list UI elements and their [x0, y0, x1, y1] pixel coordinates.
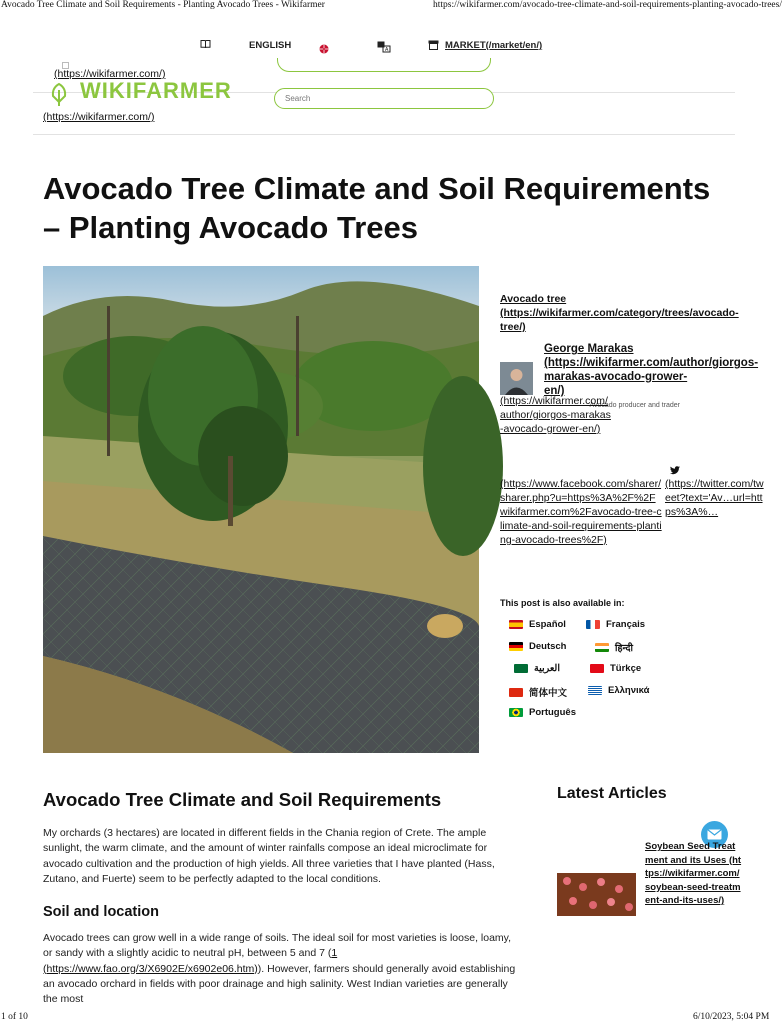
author-name-link[interactable]: George Marakas (https://wikifarmer.com/author/giorgos-marakas-avocado-grower-en/) [544, 343, 759, 397]
market-link[interactable]: MARKET(/market/en/) [445, 40, 543, 51]
brazil-flag-icon [509, 708, 523, 717]
print-url: https://wikifarmer.com/avocado-tree-climate-and-soil-requirements-planting-avocado-trees/ [433, 0, 782, 10]
search-placeholder: Search [285, 94, 311, 103]
turkey-flag-icon [590, 664, 604, 673]
store-icon [428, 37, 439, 55]
header-divider-bottom [33, 134, 735, 135]
china-flag-icon [509, 688, 523, 697]
language-label: Français [606, 619, 646, 630]
logo-text: WIKIFARMER [80, 78, 232, 103]
print-page-title: Avocado Tree Climate and Soil Requirements - Planting Avocado Trees - Wikifarmer [1, 0, 325, 10]
print-page-count: 1 of 10 [1, 1012, 28, 1022]
language-link-hi[interactable] [595, 641, 633, 654]
language-label: हिन्दी [615, 643, 633, 654]
also-available-label: This post is also available in: [500, 598, 625, 608]
leaf-logo-icon [50, 80, 68, 106]
language-link-zh[interactable] [509, 685, 567, 699]
greece-flag-icon [588, 686, 602, 695]
language-link-ar[interactable] [514, 663, 560, 674]
category-link[interactable]: Avocado tree (https://wikifarmer.com/category/trees/avocado-tree/) [500, 293, 739, 333]
author-role: Avocado producer and trader [589, 402, 680, 409]
home-link-logo[interactable]: (https://wikifarmer.com/) [43, 111, 155, 123]
paragraph-soil-text-start: Avocado trees can grow well in a wide range of soils. The ideal soil for most varieties is loose, loamy, or sandy with a slightly acidic to neutral pH, between 5 and 7 ( [43, 932, 512, 960]
facebook-share-link[interactable]: (https://www.facebook.com/sharer/sharer.php?u=https%3A%2F%2Fwikifarmer.com%2Favocado-tree-climate-and-soil-requirements-planting-avocado-trees%2F) [500, 478, 662, 546]
language-label: Deutsch [529, 641, 567, 652]
language-label: العربية [534, 663, 560, 674]
search-input[interactable] [274, 88, 494, 109]
language-link-fr[interactable] [586, 619, 645, 630]
france-flag-icon [586, 620, 600, 629]
section-title: Avocado Tree Climate and Soil Requirements [43, 789, 442, 810]
language-link-el[interactable] [588, 685, 649, 696]
site-logo[interactable] [48, 78, 232, 106]
hero-image [43, 266, 479, 753]
article-thumbnail[interactable] [557, 873, 636, 916]
language-label: Português [529, 707, 576, 718]
language-selector[interactable]: ENGLISH [249, 40, 292, 51]
latest-articles-title: Latest Articles [557, 785, 667, 802]
print-datetime: 6/10/2023, 5:04 PM [693, 1012, 770, 1022]
home-link-top[interactable]: (https://wikifarmer.com/) [54, 68, 166, 80]
search-box-top-fragment [277, 58, 491, 72]
language-label: 简体中文 [529, 688, 568, 699]
svg-text:A: A [385, 47, 389, 53]
latest-article-link[interactable]: Soybean Seed Treatment and its Uses (https://wikifarmer.com/soybean-seed-treatment-and-its-uses/) [645, 841, 742, 906]
paragraph-soil-text-end: ). However, farmers should generally avoid establishing an avocado orchard in fields with poor drainage and high salinity. West Indian varieties are generally the most [43, 962, 516, 1006]
translate-icon[interactable] [377, 40, 391, 58]
saudi-flag-icon [514, 664, 528, 673]
language-link-es[interactable] [509, 619, 566, 630]
language-link-pt[interactable] [509, 707, 576, 718]
book-icon[interactable] [200, 39, 211, 52]
twitter-share-link[interactable]: (https://twitter.com/tweet?text='Av…url=https%3A%… [665, 478, 764, 518]
subsection-title: Soil and location [43, 904, 160, 920]
paragraph-climate: My orchards (3 hectares) are located in different fields in the Chania region of Crete. The ample sunlight, the warm climate, and the amount of winter rainfalls compose an ideal microclimate for avocado cultivation and the production of high yields. All three varieties that I have planted (Hass, Zutano, and Fuerte) seem to be perfectly adapted to the local conditions. [43, 827, 495, 885]
author-avatar[interactable] [500, 362, 533, 395]
language-label: Ελληνικά [608, 685, 650, 696]
india-flag-icon [595, 643, 609, 652]
language-label: Español [529, 619, 566, 630]
uk-flag-icon [319, 41, 329, 59]
language-link-de[interactable] [509, 641, 566, 652]
paragraph-soil [43, 931, 518, 1006]
language-label: Türkçe [610, 663, 642, 674]
fao-reference-link[interactable]: 1 (https://www.fao.org/3/X6902E/x6902e06.htm) [43, 947, 338, 975]
author-avatar-link[interactable]: (https://wikifarmer.com/author/giorgos-marakas-avocado-grower-en/) [500, 395, 611, 435]
spain-flag-icon [509, 620, 523, 629]
page-title: Avocado Tree Climate and Soil Requirements – Planting Avocado Trees [43, 171, 711, 245]
language-link-tr[interactable] [590, 663, 641, 674]
germany-flag-icon [509, 642, 523, 651]
